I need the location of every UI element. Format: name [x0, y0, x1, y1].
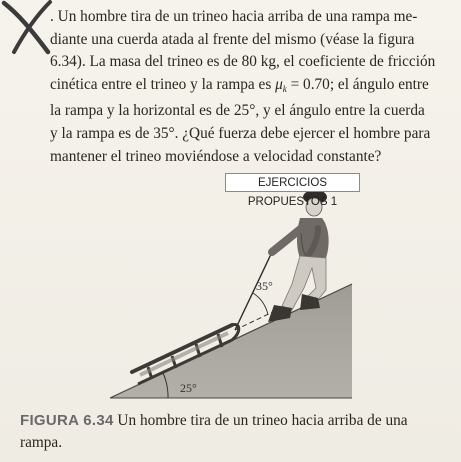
problem-line-2: diante una cuerda atada al frente del mismo (véase la figura — [50, 30, 415, 48]
caption-text: Un hombre tira de un trineo hacia arriba de una — [113, 412, 408, 429]
mu-value-text: = 0.70; el ángulo entre — [286, 75, 429, 93]
rope-angle-label: 35° — [256, 279, 273, 293]
problem-line-5: la rampa y la horizontal es de 25°, y el ángulo entre la cuerda — [50, 102, 425, 120]
rope-angle-arc — [253, 293, 268, 315]
caption-text-line-2: rampa. — [20, 434, 63, 451]
mu-symbol: μ — [275, 75, 283, 93]
exercises-overlay-label: EJERCICIOS PROPUESTOS 1 — [225, 173, 360, 192]
problem-line-1: . Un hombre tira de un trineo hacia arriba de una rampa me- — [50, 8, 418, 25]
figure-number: FIGURA 6.34 — [20, 412, 114, 429]
problem-line-7: mantener el trineo moviéndose a velocidad constante? — [50, 147, 382, 165]
mu-subscript: k — [282, 83, 287, 94]
problem-line-3: 6.34). La masa del trineo es de 80 kg, el coeficiente de fricción — [50, 53, 436, 71]
problem-line-6: y la rampa es de 35°. ¿Qué fuerza debe ejercer el hombre para — [50, 124, 431, 142]
problem-line-4-text: cinética entre el trineo y la rampa es — [50, 75, 276, 93]
ramp-angle-label: 25° — [180, 381, 197, 395]
figure-caption — [20, 410, 450, 454]
